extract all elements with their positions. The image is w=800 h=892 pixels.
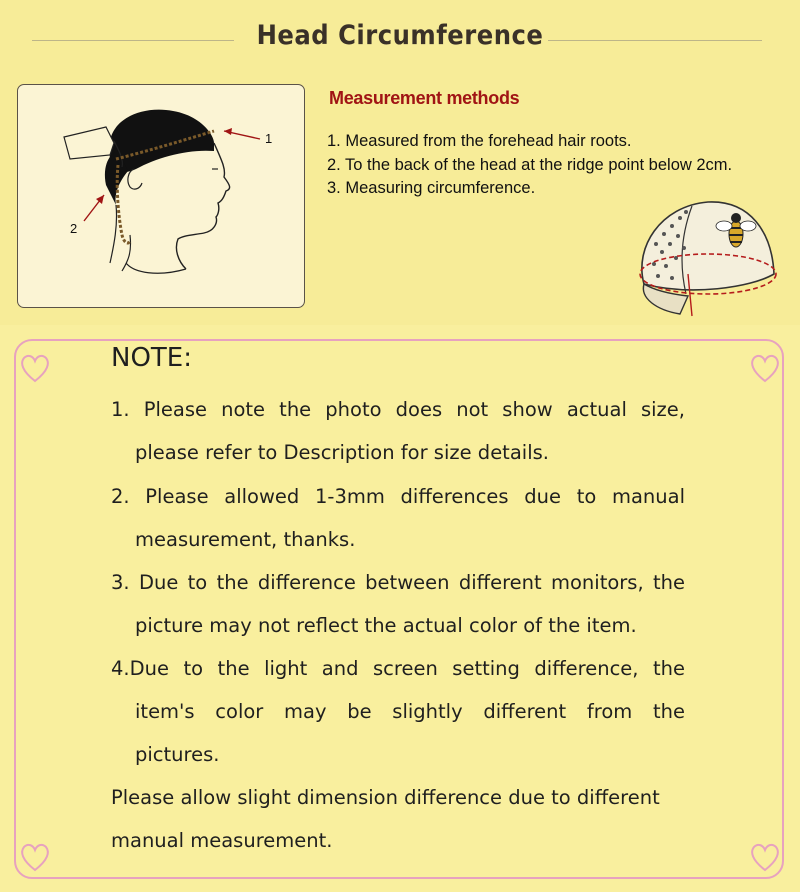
note-line: measurement, thanks. xyxy=(135,528,356,551)
note-line: 4.Due to the light and screen setting difference, the xyxy=(111,657,685,680)
note-line: Please allow slight dimension difference due to different xyxy=(111,786,660,809)
diagram-label-1: 1 xyxy=(265,131,273,146)
measurement-step: 3. Measuring circumference. xyxy=(327,179,536,197)
note-line: pictures. xyxy=(135,743,220,766)
heart-icon xyxy=(18,351,52,385)
head-diagram-box xyxy=(17,84,305,308)
note-line: manual measurement. xyxy=(111,829,333,852)
measurement-step: 1. Measured from the forehead hair roots. xyxy=(327,132,632,150)
note-line: 2. Please allowed 1-3mm differences due to manual xyxy=(111,485,685,508)
note-line: picture may not reflect the actual color of the item. xyxy=(135,614,637,637)
note-line: item's color may be slightly different from the xyxy=(135,700,685,723)
heart-icon xyxy=(18,840,52,874)
heart-icon xyxy=(748,351,782,385)
heart-icon xyxy=(748,840,782,874)
note-line: please refer to Description for size details. xyxy=(135,441,549,464)
page-title: Head Circumference xyxy=(256,20,544,51)
head-silhouette-icon xyxy=(18,85,304,307)
measurement-step: 2. To the back of the head at the ridge point below 2cm. xyxy=(327,155,733,174)
note-heading: NOTE: xyxy=(111,343,192,373)
note-line: 3. Due to the difference between different monitors, the xyxy=(111,571,685,594)
measurement-methods-title: Measurement methods xyxy=(329,88,520,108)
diagram-label-2: 2 xyxy=(70,221,78,236)
cap-icon xyxy=(630,188,780,323)
note-line: 1. Please note the photo does not show actual size, xyxy=(111,398,685,421)
